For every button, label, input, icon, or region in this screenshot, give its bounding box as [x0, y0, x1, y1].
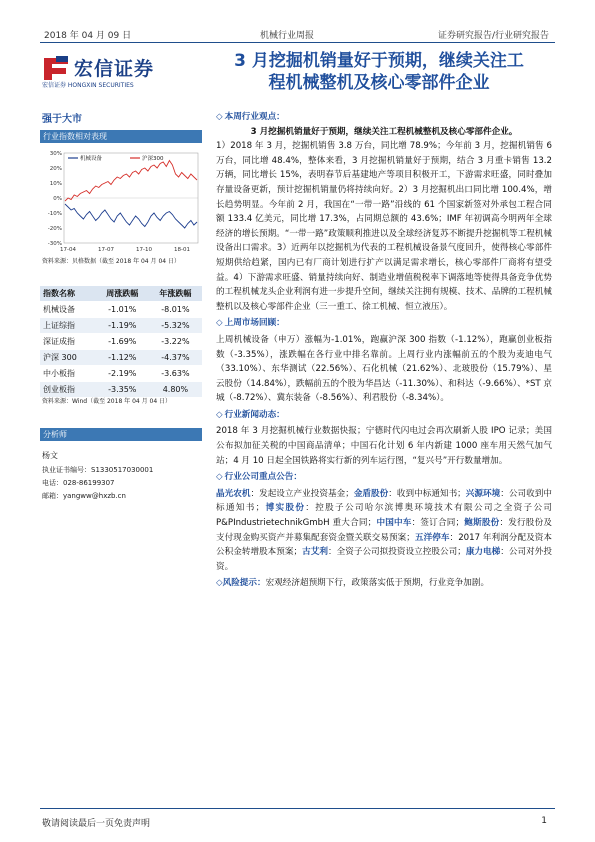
header-rule — [40, 42, 555, 43]
title-line-1: 3 月挖掘机销量好于预期，继续关注工 — [234, 51, 524, 71]
table-row — [40, 302, 202, 318]
company-name: 古艾利 — [302, 547, 328, 558]
y-tick-label: 30% — [49, 151, 62, 157]
report-category: 证券研究报告/行业研究报告 — [437, 31, 549, 41]
table-header-row — [40, 286, 202, 302]
x-tick-label: 17-04 — [60, 247, 76, 253]
section-announcements-title: ◇ 行业公司重点公告： — [216, 472, 302, 483]
chart-source: 资料来源：贝格数据（截至 2018 年 04 月 04 日） — [42, 258, 180, 265]
week-change: -3.35% — [96, 382, 149, 398]
section-market-title: ◇ 上周市场回顾： — [216, 318, 285, 329]
diamond-icon: ◇ — [216, 409, 223, 420]
company-name: 金盾股份 — [353, 488, 389, 499]
report-type: 机械行业周报 — [260, 31, 315, 41]
footer-disclaimer: 敬请阅读最后一页免责声明 — [42, 819, 151, 829]
index-name: 中小板指 — [40, 366, 96, 382]
market-text: 上周机械设备（申万）涨幅为-1.01%，跑赢沪深 300 指数（-1.12%），跑赢创业板指数（-3.35%），涨跌幅在各行业中排名靠前。上周行业内涨幅前五的个股为麦迪电气（33.10%）、东华测试（22.56%）、石化机械（21.62%）、北玻股份（15.79%）、星云股份（14.84%），跌幅前五的个股为华昌达（-11.30%）、和科达（-9.66%）、*ST 京城（-8.72%）、冀东装备（-8.56%）、利君股份（-8.34%）。 — [216, 334, 552, 404]
table-row — [40, 318, 202, 334]
diamond-icon: ◇ — [216, 318, 223, 329]
company-name: 兴源环境 — [465, 488, 501, 499]
table-row — [40, 382, 202, 398]
series-line-1 — [65, 161, 197, 202]
y-tick-label: -30% — [47, 241, 62, 247]
index-name: 创业板指 — [40, 382, 96, 398]
x-tick-label: 17-07 — [98, 247, 114, 253]
y-tick-label: 10% — [49, 181, 62, 187]
table-source: 资料来源：Wind（截至 2018 年 04 月 04 日） — [42, 398, 172, 405]
year-change: 4.80% — [149, 382, 202, 398]
table-header-cell: 指数名称 — [40, 286, 96, 302]
y-tick-label: 0% — [53, 196, 62, 202]
company-name: 晶光农机 — [216, 488, 251, 499]
year-change: -3.22% — [149, 334, 202, 350]
section-news-title: ◇ 行业新闻动态： — [216, 409, 285, 420]
week-change: -1.69% — [96, 334, 149, 350]
chart-svg — [40, 145, 202, 255]
x-tick-label: 17-10 — [136, 247, 152, 253]
report-date: 2018 年 04 月 09 日 — [44, 31, 132, 41]
year-change: -5.32% — [149, 318, 202, 334]
company-name: 鲍斯股份 — [464, 518, 500, 529]
year-change: -8.01% — [149, 302, 202, 318]
report-title — [204, 50, 554, 94]
company-name: 博实股份 — [264, 503, 306, 514]
index-name: 上证综指 — [40, 318, 96, 334]
table-row — [40, 366, 202, 382]
title-line-2: 程机械整机及核心零部件企业 — [268, 73, 490, 93]
page-header — [40, 26, 555, 42]
y-tick-label: -10% — [47, 211, 62, 217]
week-change: -1.01% — [96, 302, 149, 318]
section-risk-title: ◇风险提示： — [216, 578, 266, 589]
section-viewpoint-title: ◇ 本周行业观点： — [216, 112, 285, 122]
company-name: 康力电梯 — [465, 547, 501, 558]
x-tick-label: 18-01 — [174, 247, 190, 253]
diamond-icon: ◇ — [216, 578, 223, 589]
news-text: 2018 年 3 月挖掘机械行业数据快报；宁德时代闪电过会再次刷新人股 IPO 记录；美国公布拟加征关税的中国商品清单；中国石化计划 6 年内新建 1000 座车用天然气加气站；4 月 10 日起全国铁路将实行新的列车运行图，“复兴号”开行数量增加。 — [216, 426, 552, 466]
year-change: -4.37% — [149, 350, 202, 366]
industry-rating: 强于大市 — [42, 114, 82, 125]
analyst-cert: 执业证书编号：S1330517030001 — [42, 466, 154, 474]
week-change: -1.12% — [96, 350, 149, 366]
index-name: 机械设备 — [40, 302, 96, 318]
analyst-phone: 电话：028-86199307 — [42, 479, 115, 487]
diamond-icon: ◇ — [216, 472, 223, 483]
analyst-section-title: 分析师 — [40, 428, 202, 441]
logo-mark-icon — [42, 54, 70, 82]
legend-label: 机械设备 — [80, 156, 103, 162]
logo-text-en: 宏信证券 HONGXIN SECURITIES — [42, 82, 134, 89]
viewpoint-text: 1）2018 年 3 月，挖掘机销售 3.8 万台，同比增 78.9%；今年前 3 月，挖掘机销售 6 万台，同比增 48.4%，整体来看，3 月挖掘机销量好于预期，结合 3 月重卡销售 13.2 万辆，同比增长 15%，表明春节后基建地产等项目积极开工，下游需求旺盛，同时叠加存量设备更新，预计挖掘机销量仍将持续向好。2）3 月挖掘机出口同比增 100.4%，增长趋势明显。今年前 2 月，我国在“一带一路”沿线的 61 个国家新签对外承包工程合同额 133.4 亿美元，同比增 17.3%，占同期总额的 43.6%；IMF 年初调高今明两年全球经济的增长预期。“一带一路”政策顺利推进以及全球经济复苏不断提升挖掘机等工程机械设备出口需求。3）近两年以挖掘机为代表的工程机械设备景气度回升，使得核心零部件短期供给趋紧，国内已有厂商计划进行扩产以满足需求增长，核心零部件厂商将有望受益。4）下游需求旺盛、销量持续向好、制造业增值税税率下调落地等使得具备竞争优势的工程机械龙头企业利润有进一步提升空间，继续关注拥有规模、技术、品牌的工程机械整机以及核心零部件企业（三一重工、徐工机械、恒立液压）。 — [216, 141, 552, 312]
year-change: -3.63% — [149, 366, 202, 382]
week-change: -2.19% — [96, 366, 149, 382]
legend-label: 沪深300 — [142, 156, 164, 162]
company-name: 中国中车 — [376, 518, 412, 529]
analyst-email: 邮箱：yangww@hxzb.cn — [42, 492, 126, 500]
company-name: 五洋停车 — [414, 532, 450, 543]
week-change: -1.19% — [96, 318, 149, 334]
y-tick-label: -20% — [47, 226, 62, 232]
index-name: 沪深 300 — [40, 350, 96, 366]
footer-rule — [40, 808, 555, 809]
diamond-icon: ◇ — [216, 112, 223, 122]
index-name: 深证成指 — [40, 334, 96, 350]
announcements-text: 晶光农机：发起设立产业投资基金；金盾股份：收到中标通知书；兴源环境：公司收到中标通知书；博实股份：控股子公司哈尔滨博奥环境技术有限公司之全资子公司 P&PIndustrietechnikGmbH 重大合同；中国中车：签订合同；鲍斯股份：发行股份及支付现金购买资产并募集配套资金暨关联交易预案；五洋停车：2017 年利润分配及资本公积金转增股本预案；古艾利：全资子公司拟投资设立控股公司；康力电梯：公司对外投资。 — [216, 488, 552, 572]
viewpoint-lead: 3 月挖掘机销量好于预期，继续关注工程机械整机及核心零部件企业。 — [250, 126, 518, 137]
risk-text: ◇风险提示：宏观经济超预期下行，政策落实低于预期，行业竞争加剧。 — [216, 578, 490, 589]
chart-section-title: 行业指数相对表现 — [40, 130, 202, 143]
y-tick-label: 20% — [49, 166, 62, 172]
table-header-cell: 周涨跌幅 — [96, 286, 149, 302]
analyst-name: 杨文 — [42, 451, 58, 460]
relative-performance-chart — [40, 145, 202, 255]
page-number: 1 — [541, 816, 547, 826]
index-table — [40, 286, 202, 397]
table-row — [40, 350, 202, 366]
report-body — [216, 110, 552, 593]
table-header-cell: 年涨跌幅 — [149, 286, 202, 302]
logo-text-cn: 宏信证券 — [74, 58, 155, 80]
table-row — [40, 334, 202, 350]
series-line-0 — [65, 204, 197, 228]
company-logo — [42, 52, 172, 92]
